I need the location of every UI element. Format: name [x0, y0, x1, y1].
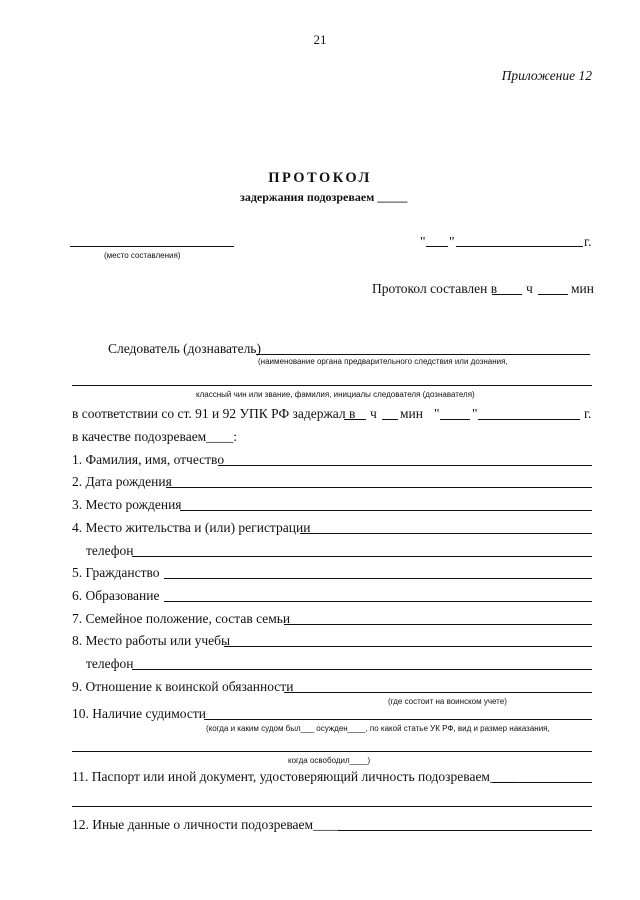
- field-12-input[interactable]: [338, 830, 592, 831]
- investigator-label: Следователь (дознаватель): [108, 341, 261, 356]
- field-8-label: 8. Место работы или учебы: [72, 633, 231, 648]
- field-1-label: 1. Фамилия, имя, отчество: [72, 452, 225, 467]
- date-quote-close: ": [449, 234, 455, 249]
- field-10-caption: (когда и каким судом был___ осужден____, по какой статье УК РФ, вид и размер наказания,: [206, 724, 550, 733]
- detention-text: в соответствии со ст. 91 и 92 УПК РФ задержал в: [72, 406, 356, 421]
- phone-label-1: телефон: [86, 543, 134, 558]
- phone-input-1[interactable]: [132, 556, 592, 557]
- field-6-label: 6. Образование: [72, 588, 160, 603]
- field-2-input[interactable]: [166, 487, 592, 488]
- date-month-field[interactable]: [456, 246, 583, 247]
- compiled-minutes-field[interactable]: [538, 294, 568, 295]
- field-8-input[interactable]: [224, 646, 592, 647]
- investigator-caption-1: (наименование органа предварительного следствия или дознания,: [258, 357, 508, 366]
- field-7-label: 7. Семейное положение, состав семьи: [72, 611, 291, 626]
- field-1-input[interactable]: [218, 465, 592, 466]
- document-subtitle: задержания подозреваем _____: [240, 190, 408, 204]
- page-number: 21: [313, 32, 327, 47]
- field-11-input-2[interactable]: [72, 806, 592, 807]
- compiled-minutes-label: мин: [571, 281, 594, 296]
- field-2-label: 2. Дата рождения: [72, 474, 172, 489]
- field-9-input[interactable]: [284, 692, 592, 693]
- field-11-input[interactable]: [492, 782, 592, 783]
- detention-quote-close: ": [472, 406, 478, 421]
- date-quote-open: ": [420, 234, 426, 249]
- place-field[interactable]: [70, 246, 234, 247]
- document-title: ПРОТОКОЛ: [268, 170, 372, 186]
- field-9-label: 9. Отношение к воинской обязанности: [72, 679, 294, 694]
- field-5-input[interactable]: [164, 578, 592, 579]
- year-suffix: г.: [584, 234, 592, 249]
- field-5-label: 5. Гражданство: [72, 565, 160, 580]
- detention-year-label: г.: [584, 406, 592, 421]
- place-caption: (место составления): [104, 251, 181, 260]
- field-9-caption: (где состоит на воинском учете): [388, 697, 507, 706]
- investigator-caption-2: классный чин или звание, фамилия, инициалы следователя (дознавателя): [196, 390, 475, 399]
- compiled-hours-field[interactable]: [492, 294, 522, 295]
- date-day-field[interactable]: [426, 246, 448, 247]
- field-3-label: 3. Место рождения: [72, 497, 182, 512]
- field-3-input[interactable]: [180, 510, 592, 511]
- compiled-hours-label: ч: [526, 281, 533, 296]
- field-10-input[interactable]: [204, 719, 592, 720]
- detention-minutes-label: мин: [400, 406, 423, 421]
- detention-hours-field[interactable]: [344, 419, 366, 420]
- field-7-input[interactable]: [284, 624, 592, 625]
- phone-label-2: телефон: [86, 656, 134, 671]
- compiled-at-label: Протокол составлен в: [372, 281, 498, 296]
- appendix-label: Приложение 12: [501, 68, 592, 83]
- detention-minutes-field[interactable]: [382, 419, 398, 420]
- field-6-input[interactable]: [164, 601, 592, 602]
- field-10-caption-2: когда освободил____): [288, 756, 371, 765]
- field-4-label: 4. Место жительства и (или) регистрации: [72, 520, 311, 535]
- phone-input-2[interactable]: [132, 669, 592, 670]
- field-4-input[interactable]: [300, 533, 592, 534]
- field-11-label: 11. Паспорт или иной документ, удостоверяющий личность подозреваем____: [72, 769, 517, 784]
- detention-day-field[interactable]: [440, 419, 470, 420]
- investigator-field-2[interactable]: [72, 385, 592, 386]
- detention-quote-open: ": [434, 406, 440, 421]
- as-suspect-label: в качестве подозреваем____:: [72, 429, 237, 444]
- field-10-label: 10. Наличие судимости: [72, 706, 207, 721]
- field-12-label: 12. Иные данные о личности подозреваем____: [72, 817, 341, 832]
- field-10-input-2[interactable]: [72, 751, 592, 752]
- investigator-field[interactable]: [256, 354, 590, 355]
- detention-month-field[interactable]: [478, 419, 580, 420]
- detention-hours-label: ч: [370, 406, 377, 421]
